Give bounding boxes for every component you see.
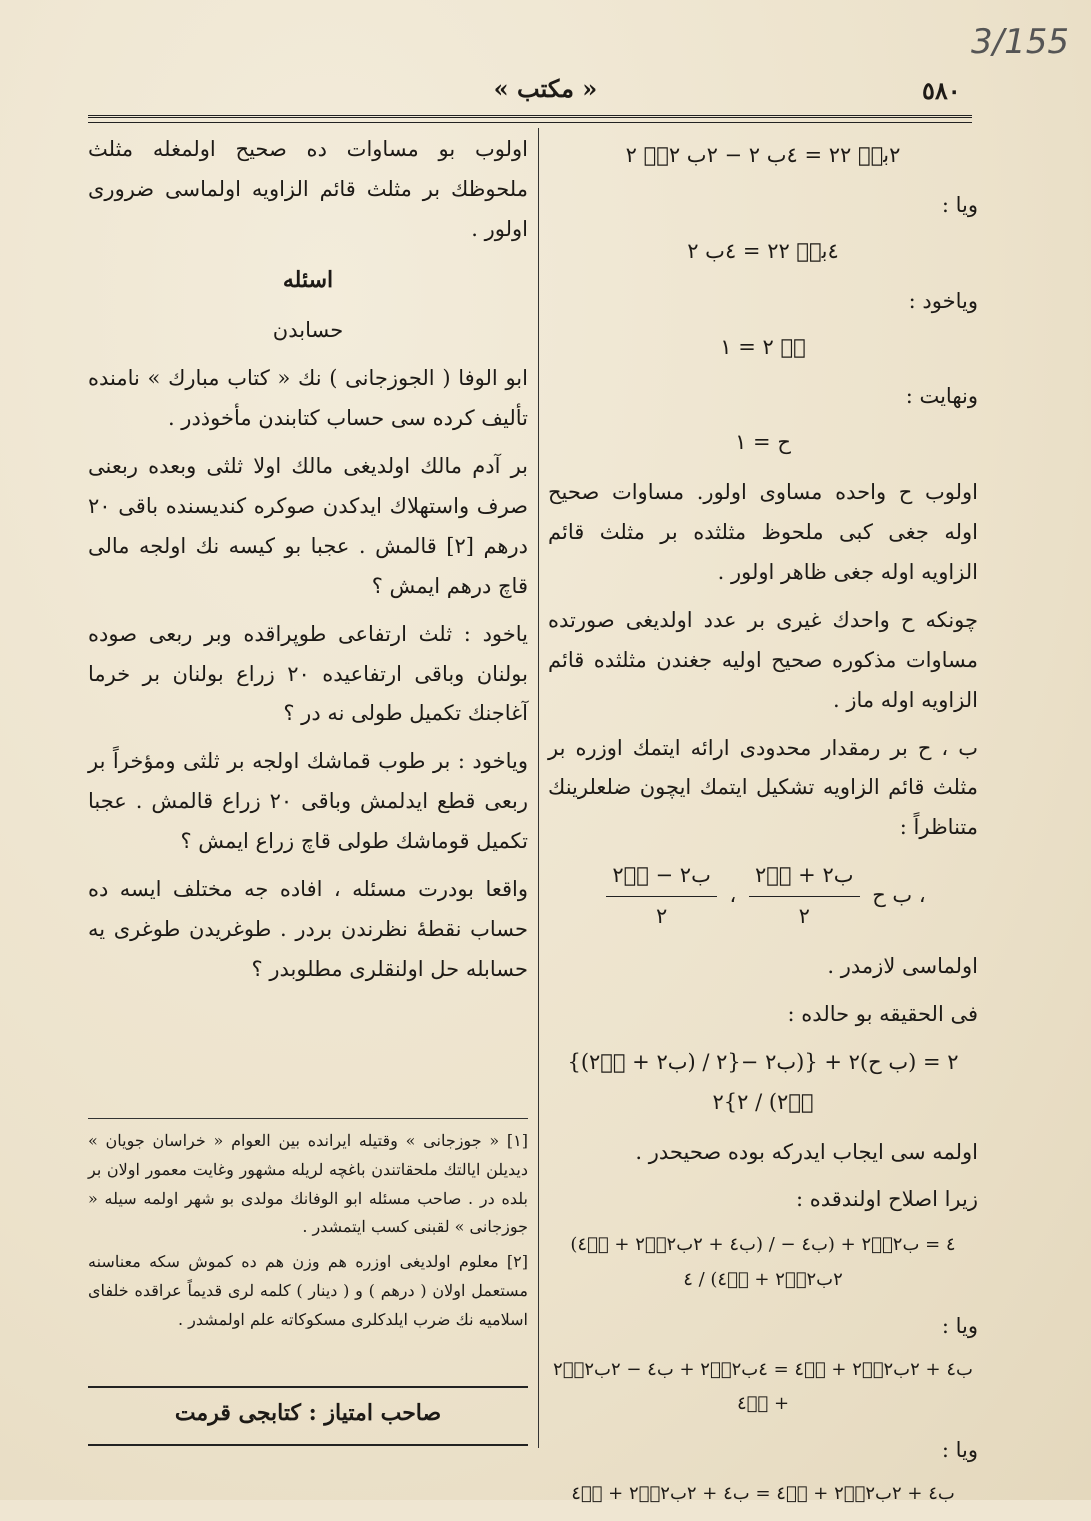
paragraph: زيرا اصلاح اولندقده : [795,1187,978,1212]
equation-4: ح = ١ [735,430,791,455]
paragraph: بر آدم مالك اولديغى مالك اولا ثلثى وبعده ربعنى صرف واستهلاك ايدكدن صوكره كنديسنده باقی ٢٠ درهم [٢] قالمش . عجبا بو كيسه نك اولجه مالی قاچ درهم ايمش ؟ [88,454,528,598]
footnotes [88,1118,528,1341]
section-heading: اسئله [282,266,334,293]
fraction [606,856,717,937]
paragraph: وياخود : بر طوب قماشك اولجه بر ثلثی ومؤخراً بر ربعی قطع ايدلمش وباقی ٢٠ زراع قالمش . عجبا تكميل قوماشك طولی قاچ زراع ايمش ؟ [88,749,528,854]
footer-rule [88,1444,528,1446]
equation-3: حٖ ٢ = ١ [720,334,806,359]
header-rule [88,115,972,123]
column-divider [538,128,539,1448]
fraction [749,856,860,937]
fraction-group: $\frac{\text{ب٢ − حٖ٢}}{٢}$ ، $\frac{\text{ب٢ + حٖ٢}}{٢}$ ب ح ، [548,856,978,937]
paragraph: چونكه ح واحدك غيری بر عدد اولديغى صورتده مساوات مذكوره صحيح اوليه جغندن مثلثده قائم الزاويه اوله ماز . [548,607,978,712]
paragraph: ياخود : ثلث ارتفاعی طوپراقده وبر ربعی صوده بولنان وباقی ارتفاعیده ٢٠ زراع بولنان بر خرما آغاجنك تكميل طولی نه در ؟ [88,621,528,726]
journal-title: « مکتب » [493,74,598,103]
paragraph: ابو الوفا ( الجوزجانی ) نك « كتاب مبارك » نامنده تأليف كرده سی حساب كتابندن مأخوذدر . [88,366,528,431]
archive-mark: 3/155 [971,22,1069,62]
equation-5: {(ب٢ + حٖ٢) / ٢}٢ = (ب ح)٢ + {(ب٢ − حٖ٢) / ٢}٢ [567,1049,959,1114]
paragraph: اولوب ح واحده مساوی اولور. مساوات صحيح اوله جغى كبی ملحوظ مثلثده بر مثلث قائم الزاويه اوله جغى ظاهر اولور . [548,480,978,585]
paragraph: اولوب بو مساوات ده صحيح اولمغله مثلث ملحوظك بر مثلث قائم الزاويه اولماسی ضروری اولور . [88,137,528,241]
paragraph: ب ، ح بر رمقدار محدودی ارائه ايتمك اوزره بر مثلث قائم الزاويه تشكيل ايتمك ايچون ضلعلرينك متناظراً : [548,735,978,840]
equation-6: (ب٤ + ٢ب٢حٖ٢ + حٖ٤) / ٤ = ب٢حٖ٢ + (ب٤ − ٢ب٢حٖ٢ + حٖ٤) / ٤ [570,1234,956,1290]
paragraph: اولمه سی ايجاب ايدركه بوده صحيحدر . [635,1139,978,1164]
fraction-denominator: ٢ [798,904,810,929]
equation-1: ٢بحٖ ٢٢ = ٤ب ٢ − ٢ب ٢حٖ ٢ [625,143,901,167]
paragraph: اولماسی لازمدر . [827,954,978,979]
label-or-else: وياخود : [908,288,978,313]
equation-2: ٤بحٖ ٢٢ = ٤ب ٢ [687,238,839,263]
equation-7: ب٤ + ٢ب٢حٖ٢ + حٖ٤ = ٤ب٢حٖ٢ + ب٤ − ٢ب٢حٖ٢ + حٖ٤ [553,1358,973,1414]
paragraph: فی الحقيقه بو حالده : [787,1001,978,1026]
label-or: ويا : [941,192,978,217]
fraction-numerator: ب٢ + حٖ٢ [749,856,860,897]
fraction-numerator: ب٢ − حٖ٢ [606,856,717,897]
left-column [88,130,528,998]
label-or: ويا : [941,1438,978,1463]
label-or: ويا : [941,1313,978,1338]
paragraph: واقعا بودرت مسئله ، افاده جه مختلف ايسه ده حساب نقطۀ نظرندن بردر . طوغريدن طوغری يه حسابله حل اولنقلری مطلوبدر ؟ [88,877,528,981]
right-column [548,130,978,1521]
footnote: [٢] معلوم اولديغى اوزره هم وزن هم ده كموش سكه معناسنه مستعمل اولان ( درهم ) و ( دينار ) كلمه لری قديماً عراقده خلفای اسلاميه نك ضرب ايلدكلری مسكوكاته علم اولمشدر . [88,1252,528,1329]
label-finally: ونهايت : [905,384,978,409]
fraction-denominator: ٢ [655,904,668,929]
footnote: [١] « جوزجانی » وقتيله ايرانده بين العوام « خراسان جويان » ديديلن ايالتك ملحقاتندن باغچه لريله مشهور وغايت معمور اولان بر بلده در . صاحب مسئله ابو الوفانك مولدی بو شهر اولمه سيله « جوزجانی » لقبنی كسب ايتمشدر . [88,1131,528,1237]
page-number: ٥٨٠ [922,76,961,105]
pair-text: ب ح ، [872,883,926,908]
owner-line: صاحب امتياز : كتابجی قرمت [174,1400,442,1426]
section-subheading: حسابدن [272,318,344,343]
footer-rule [88,1386,528,1388]
equation-8: ب٤ + ٢ب٢حٖ٢ + حٖ٤ = ب٤ + ٢ب٢حٖ٢ + حٖ٤ [571,1482,955,1504]
